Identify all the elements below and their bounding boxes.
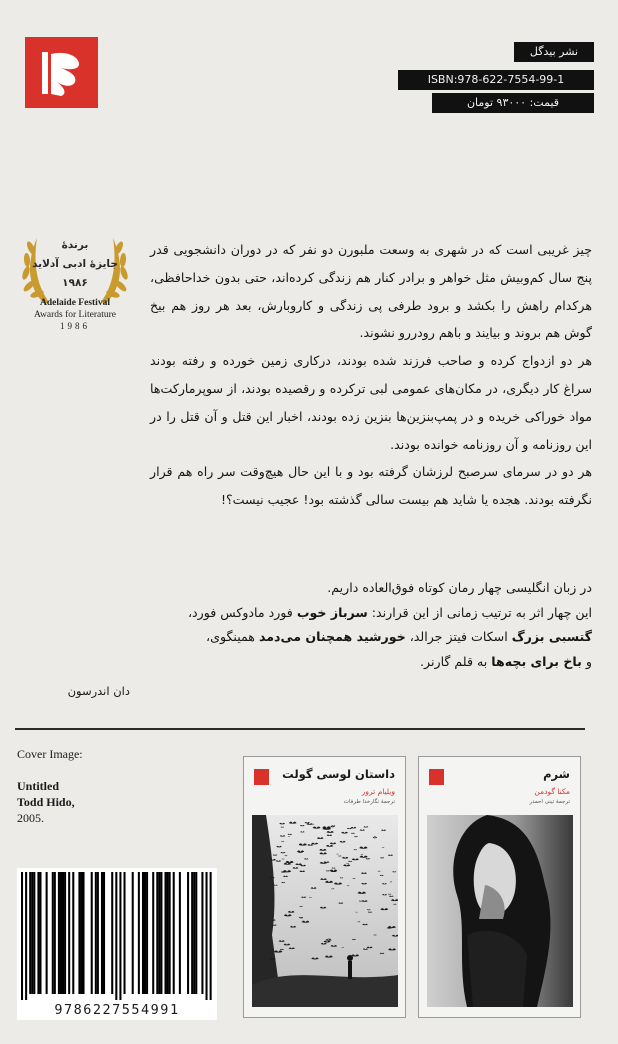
award-en-line1: Adelaide Festival — [40, 298, 110, 308]
book-translator: ترجمهٔ تینی احمدر — [529, 799, 570, 805]
book-cover-photo-birds — [252, 815, 398, 1007]
divider — [15, 728, 585, 730]
book-thumbnail-lucy-gault — [243, 756, 406, 1018]
book-pages-icon — [39, 48, 85, 98]
book-translator: ترجمهٔ نگارخدا طرفات — [343, 799, 395, 805]
book-title: شرم — [543, 767, 570, 781]
credits-label: Cover Image: — [17, 747, 83, 761]
cover-credits — [17, 746, 217, 826]
award-en-line2: Awards for Literature — [34, 310, 116, 320]
synopsis-paragraph-2: هر دو ازدواج کرده و صاحب فرزند شده بودند، درکاری زمین خورده و رفته بودند سراغ کار دیگری، در مکان‌های عمومی لبی ترکرده و رقصیده بودند، از سوپرمارکت‌ها مواد خوراکی خریده و در پمپ‌بنزین‌ها بنزین زده بودند، اخبار این قتل و آن قتل را در این روزنامه و آن روزنامه خوانده بودند. — [150, 353, 592, 452]
quote-line-4: و باخ برای بچه‌ها به قلم گارنر. — [420, 653, 592, 669]
quote-line-2: این چهار اثر به ترتیب زمانی از این قرارند: سرباز خوب فورد مادوکس فورد، — [187, 604, 592, 620]
award-year-fa: ۱۹۸۶ — [62, 277, 88, 289]
book-author: ویلیام ترور — [361, 787, 395, 796]
book-author: مکنا گودمن — [534, 787, 570, 796]
award-line2: جایزهٔ ادبی آدلاید — [32, 258, 118, 270]
barcode — [17, 868, 217, 1020]
synopsis — [150, 236, 592, 514]
book-publisher-logo — [254, 769, 269, 785]
book-title: داستان لوسی گولت — [282, 767, 395, 781]
quote-author: دان اندرسون — [67, 684, 130, 698]
synopsis-paragraph-3: هر دو در سرمای سرصبح لرزشان گرفته بود و با این حال هیچ‌وقت سر راه هم قرار نگرفته بودند. هجده یا شاید هم بیست سالی گذشته بود! عجیب نیست؟! — [150, 464, 592, 508]
isbn-label: ISBN:978-622-7554-99-1 — [398, 70, 594, 90]
credits-artist: Todd Hido, — [17, 795, 75, 809]
review-quote — [150, 576, 592, 674]
award-en-year: 1986 — [60, 321, 90, 331]
book-publisher-logo — [429, 769, 444, 785]
award-line1: برندهٔ — [61, 239, 89, 251]
award-badge — [15, 228, 135, 358]
barcode-number: 9786227554991 — [54, 1002, 180, 1018]
book-cover-photo-woman — [427, 815, 573, 1007]
credits-title: Untitled — [17, 779, 59, 793]
barcode-bars — [17, 868, 217, 1002]
publisher-name: نشر بیدگل — [514, 42, 594, 62]
credits-year: 2005. — [17, 811, 44, 825]
book-thumbnail-shame — [418, 756, 581, 1018]
quote-line-1: در زبان انگلیسی چهار رمان کوتاه فوق‌العاده داریم. — [327, 580, 592, 595]
quote-line-3: گتسبی بزرگ اسکات فیتز جرالد، خورشید همچنان می‌دمد همینگوی، — [206, 629, 592, 644]
publisher-logo — [25, 37, 98, 108]
price-label: قیمت: ۹۳۰۰۰ تومان — [432, 93, 594, 113]
synopsis-paragraph-1: چیز غریبی است که در شهری به وسعت ملبورن دو نفر که در دوران دانشجویی قدر پنج سال کم‌وبیش مثل خواهر و برادر کنار هم زندگی کرده‌اند، حتی بدون خداحافظی، هرکدام راهش را بکشد و برود طرفی پی زندگی و کاروبارش، بعد هر روز هم بیخ گوش هم بروند و بیایند و باهم رودررو نشوند. — [150, 242, 592, 341]
